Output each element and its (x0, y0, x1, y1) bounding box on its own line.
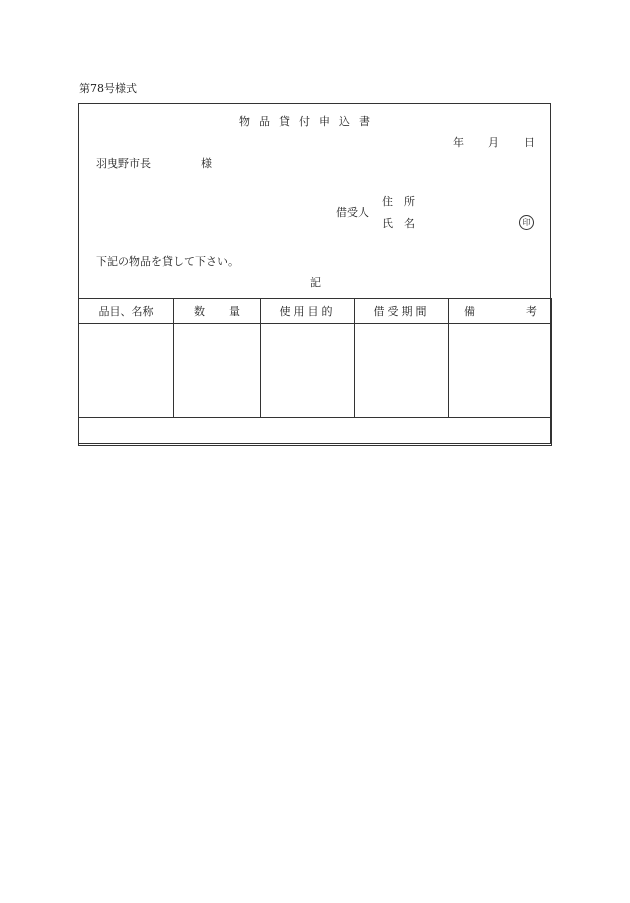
table-header-row (79, 299, 552, 324)
header-item-name (79, 299, 174, 324)
header-remarks-text-2: 考 (526, 305, 537, 318)
form-number: 第78号様式 (79, 82, 137, 95)
date-month-label: 月 (488, 136, 499, 149)
purpose-cell[interactable] (261, 324, 355, 418)
form-title: 物品貸付申込書 (239, 115, 379, 128)
header-item-name-text: 品目、名称 (98, 305, 154, 318)
seal-mark: 印 (519, 215, 534, 230)
record-label: 記 (310, 276, 321, 289)
header-loan-period (355, 299, 449, 324)
header-remarks (449, 299, 552, 324)
quantity-cell[interactable] (174, 324, 261, 418)
item-name-cell[interactable] (79, 324, 174, 418)
borrower-label: 借受人 (336, 206, 369, 219)
header-loan-period-text: 借受期間 (373, 305, 430, 318)
addressee-suffix: 様 (201, 157, 212, 170)
table-entry-row (79, 324, 552, 418)
items-table (78, 298, 552, 446)
address-label: 住所 (382, 195, 426, 208)
footer-cell[interactable] (79, 418, 552, 446)
loan-period-cell[interactable] (355, 324, 449, 418)
header-purpose-text: 使用目的 (279, 305, 336, 318)
addressee-name: 羽曳野市長 (96, 157, 151, 170)
date-day-label: 日 (524, 136, 535, 149)
header-quantity (174, 299, 261, 324)
header-remarks-text-1: 備 (464, 305, 475, 318)
date-year-label: 年 (453, 136, 464, 149)
request-text: 下記の物品を貸して下さい。 (96, 255, 239, 268)
name-label: 氏名 (382, 217, 426, 230)
header-purpose (261, 299, 355, 324)
header-quantity-text-2: 量 (229, 305, 240, 318)
table-footer-row (79, 418, 552, 446)
remarks-cell[interactable] (449, 324, 552, 418)
header-quantity-text-1: 数 (194, 305, 205, 318)
